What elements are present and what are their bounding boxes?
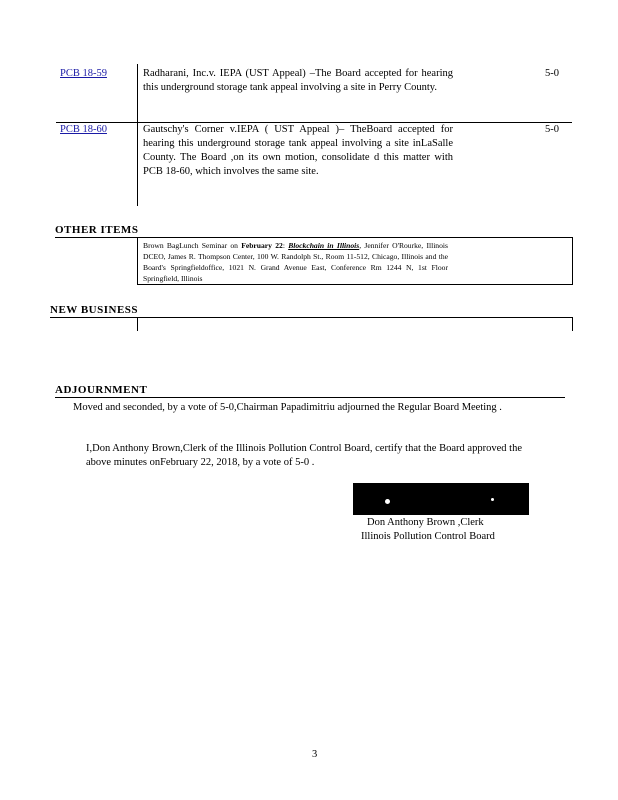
- signature-mark: [385, 499, 390, 504]
- section-rule: [55, 397, 565, 398]
- section-rule: [50, 317, 573, 318]
- other-items-text: Brown BagLunch Seminar on: [143, 241, 242, 250]
- other-items-text: , Jennifer O'Rourke, Illinois DCEO, James R. Thompson Center, 100 W. Randolph St., Room 11-512, Chicago, Illinois and the Board's Springfieldoffice, 1021 N. Grand Avenue East, Conference Rm 1244 N, 1st Floor Springfield, Illinois: [143, 241, 448, 283]
- table-divider: [137, 317, 138, 331]
- page-number: 3: [312, 749, 318, 760]
- seminar-topic: Blockchain in Illinois: [288, 241, 360, 250]
- certification-text: I,Don Anthony Brown,Clerk of the Illinois Pollution Control Board, certify that the Board approved the above minutes onFebruary 22, 2018, by a vote of 5-0 .: [86, 443, 522, 468]
- case-link-pcb-18-59[interactable]: PCB 18-59: [60, 68, 107, 79]
- section-rule: [55, 237, 573, 238]
- case-vote: 5-0: [545, 68, 559, 79]
- signature-name: Don Anthony Brown ,Clerk: [367, 517, 484, 528]
- other-items-description: [143, 240, 448, 284]
- case-link-pcb-18-60[interactable]: PCB 18-60: [60, 124, 107, 135]
- section-heading-adjournment: ADJOURNMENT: [55, 384, 148, 396]
- table-bottom-rule: [137, 284, 573, 285]
- signature-mark: [491, 498, 494, 501]
- case-description: Radharani, Inc.v. IEPA (UST Appeal) –The Board accepted for hearing this underground storage tank appeal involving a site in Perry County.: [143, 68, 453, 93]
- signature-organization: Illinois Pollution Control Board: [361, 531, 495, 542]
- seminar-date: February 22: [241, 241, 283, 250]
- section-heading-other-items: OTHER ITEMS: [55, 224, 139, 236]
- signature-image: [353, 483, 529, 515]
- table-border: [572, 317, 573, 331]
- section-heading-new-business: NEW BUSINESS: [50, 304, 139, 316]
- table-border: [572, 237, 573, 284]
- case-description: Gautschy's Corner v.IEPA ( UST Appeal )– TheBoard accepted for hearing this underground storage tank appeal involving a site inLaSalle County. The Board ,on its own motion, consolidate d this matter with PCB 18-60, which involves the same site.: [143, 124, 453, 177]
- table-divider: [137, 237, 138, 284]
- case-vote: 5-0: [545, 124, 559, 135]
- adjournment-text: Moved and seconded, by a vote of 5-0,Chairman Papadimitriu adjourned the Regular Board Meeting .: [73, 402, 502, 413]
- separator: :: [282, 241, 289, 250]
- table-divider: [137, 64, 138, 206]
